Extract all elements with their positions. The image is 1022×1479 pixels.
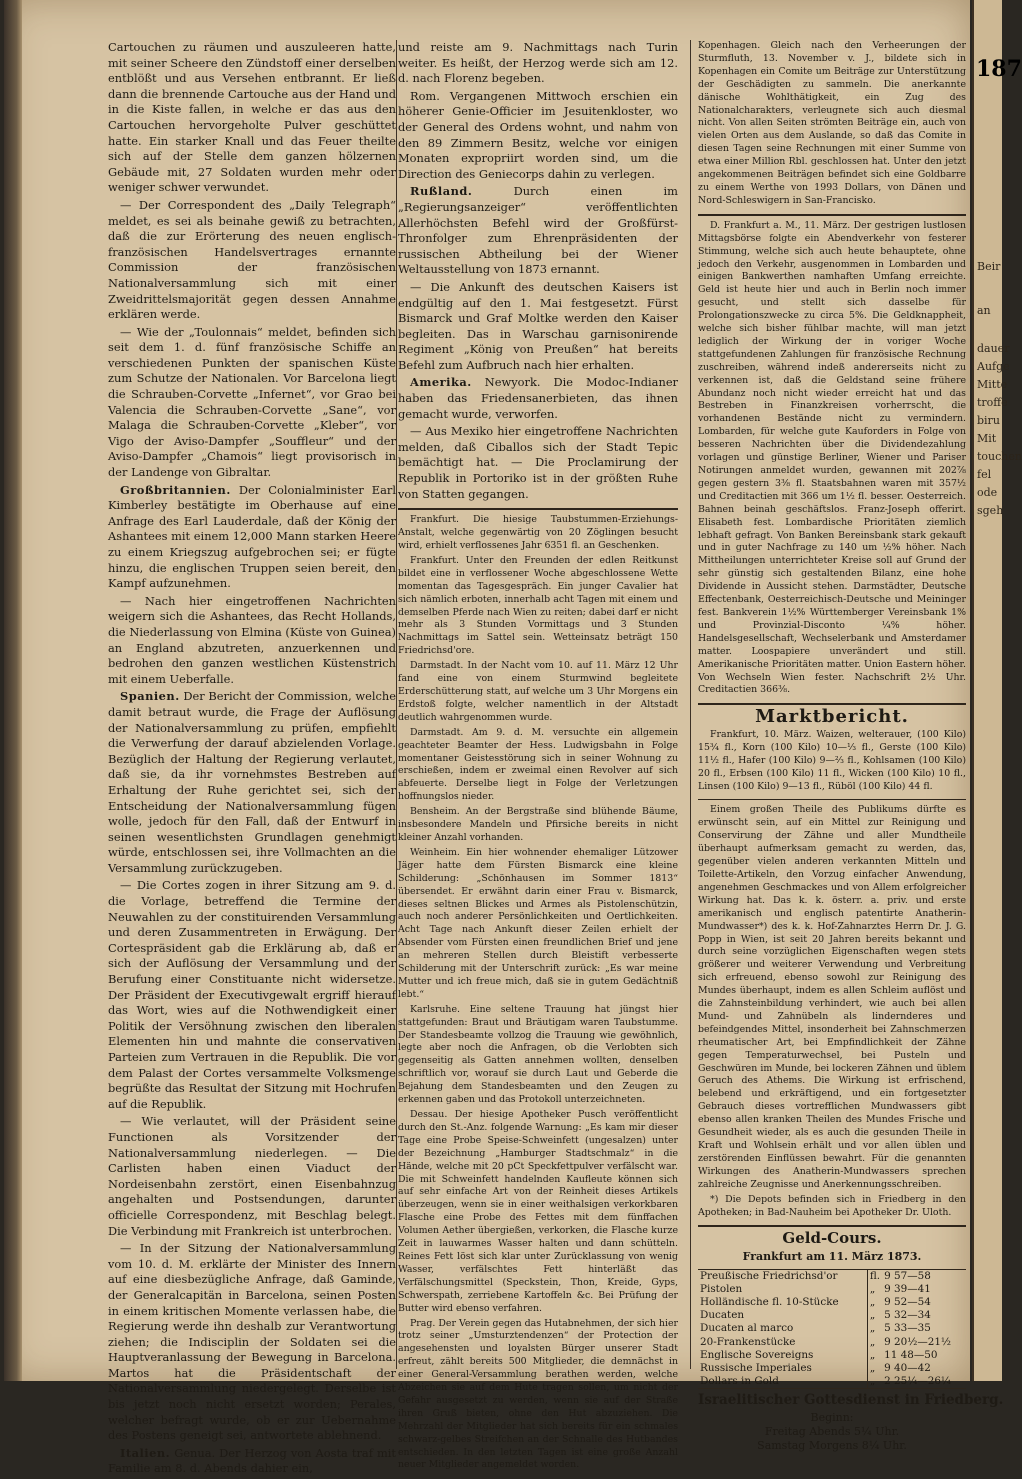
rate-value: 5 33—35 (884, 1322, 931, 1335)
column-rule-2 (690, 40, 691, 1369)
rate-unit: „ (867, 1375, 882, 1389)
column-middle (398, 40, 678, 1474)
rate-unit: „ (867, 1309, 882, 1322)
schedule-heading: Beginn: (810, 1411, 854, 1425)
service-schedule (698, 1411, 966, 1453)
rate-currency: 20-Frankenstücke (700, 1335, 796, 1348)
fragment: biru (977, 414, 1000, 427)
section-heading: Italien. (120, 1445, 171, 1460)
section-divider (698, 1225, 966, 1227)
fragment: Aufge (977, 360, 1010, 373)
rate-value: 9 40—42 (884, 1362, 931, 1375)
section-divider (698, 214, 966, 216)
fragment: dauer (977, 342, 1010, 355)
local-news: Bensheim. An der Bergstraße sind blühende Bäume, insbesondere Mandeln und Pfirsiche bereits in nicht kleiner Anzahl vorhanden. (398, 806, 678, 843)
exchange-rate-row (698, 1296, 966, 1309)
exchange-rates-subtitle: Frankfurt am 11. März 1873. (742, 1250, 922, 1264)
rate-currency: Pistolen (700, 1282, 743, 1295)
article-spain (108, 689, 396, 876)
rate-unit: „ (867, 1362, 882, 1375)
article-text: Newyork. Die Modoc-Indianer haben das Friedensanerbieten, das ihnen gemacht wurde, verworfen. (398, 375, 678, 421)
section-divider (698, 703, 966, 705)
fragment: an (977, 304, 991, 317)
article-text: Der Colonialminister Earl Kimberley bestätigte im Oberhause auf eine Anfrage des Earl Lauderdale, daß der König der Ashantees mit einem 12,000 Mann starken Heere zu einem Kriegszug aufgebrochen sei; er fügte hinzu, die englischen Truppen seien bereit, den Kampf aufzunehmen. (108, 482, 397, 591)
rate-value: 9 52—54 (884, 1296, 931, 1309)
local-news: Karlsruhe. Eine seltene Trauung hat jüngst hier stattgefunden: Braut und Bräutigam waren Taubstumme. Der Standesbeamte vollzog die Trauung wie gewöhnlich, legte aber noch die Anfragen, ob die Verlobten sich gegenseitig als Gatten annehmen wollten, denselben schriftlich vor, worauf sie durch Laut und Geberde die Bejahung dem Standesbeamten und den Zeugen zu erkennen gaben und das Protokoll unterzeichneten. (398, 1003, 678, 1106)
local-news: Dessau. Der hiesige Apotheker Pusch veröffentlicht durch den St.-Anz. folgende Warnung: „Es kam mir dieser Tage eine Probe Speise-Schweinfett (ungesalzen) unter der Bezeichnung „Hamburger Stadtschmalz“ in die Hände, welche mit 20 pCt Speckfettpulver verfälscht war. Die mit Schweinfett handelnden Kaufleute können sich auf sehr einfache Art von der Reinheit dieses Artikels überzeugen, wenn sie in einer weithalsigen verkorkbaren Flasche eine Probe des Fettes mit dem fünffachen Volumen Aether übergießen, verkorken, die Flasche kurze Zeit in lauwarmes Wasser halten und dann schütteln. Reines Fett löst sich klar unter Zurücklassung von wenig Wasser, verfälschtes Fett hinterläßt das Verfälschungsmittel (Speckstein, Thon, Kreide, Gyps, Schwerspath, zerriebene Kartoffeln &c. Bei Prüfung der Butter wird ebenso verfahren. (398, 1109, 678, 1314)
rate-currency: Ducaten (700, 1309, 745, 1322)
article-text: Cartouchen zu räumen und auszuleeren hatte, mit seiner Scheere den Zündstoff einer derselben entblößt und aus Versehen entbrannt. Er ließ dann die brennende Cartouche aus der Hand und in die Kiste fallen, in welche er das aus den Cartouchen hervorgeholte Pulver geschüttet hatte. Ein starker Knall und das Feuer theilte sich auf der Stelle dem ganzen hölzernen Gebäude mit, 27 Soldaten wurden mehr oder weniger schwer verwundet. (108, 40, 396, 195)
rate-currency: Ducaten al marco (700, 1322, 794, 1335)
rate-value: 11 48—50 (884, 1348, 938, 1361)
article-text: — In der Sitzung der Nationalversammlung vom 10. d. M. erklärte der Minister des Innern auf eine diesbezügliche Anfrage, daß Gaminde, der Generalcapitän in Barcelona, seinen Posten in einem kritischen Momente verlassen habe, die Regierung werde ihn deshalb zur Verantwortung ziehen; die Indisciplin der Soldaten sei die Hauptveranlassung der Bewegung in Barcelona. Martos hat die Präsidentschaft der Nationalversammlung niedergelegt. Derselbe ist bis jetzt noch nicht ersetzt worden; Perales, welcher befragt wurde, ob er zur Uebernahme des Postens geneigt sei, antwortete ablehnend. (108, 1241, 396, 1443)
stock-report: D. Frankfurt a. M., 11. März. Der gestrigen lustlosen Mittagsbörse folgte ein Abendverkehr von festerer Stimmung, welche sich auch heute behauptete, ohne jedoch den Verkehr, ausgenommen in Lombarden und einigen Bankwerthen namhaften Umfang erreichte. Geld ist heute hier und auch in Berlin noch immer gesucht, und stellt sich dasselbe für Prolongationszwecke zu circa 5%. Die Geldknappheit, welche sich bisher fühlbar machte, will man jetzt lediglich der Wirkung der in voriger Woche stattgefundenen Zahlungen für französische Rechnung zuschreiben, während indeß andererseits nicht zu verkennen ist, daß die Geldstand seine frühere Abundanz noch nicht wieder erreicht hat und das Bestreben in Finanzkreisen vorherrscht, die vorhandenen Bestände nicht zu vermindern. Lombarden, für welche gute Kauforders in Folge von besseren Nachrichten über die Dividendezahlung vorlagen und günstige Berliner, Wiener und Pariser Notirungen anmeldet wurden, gewannen mit 202⅞ gegen gestern 3⅜ fl. Staatsbahnen waren mit 357½ und Creditactien mit 366 um 1½ fl. besser. Oesterreich. Bahnen beinah geschäftslos. Franz-Joseph offerirt. Elisabeth fest. Lombardische Prioritäten ziemlich lebhaft gefragt. Von Banken Bereinsbank stark gekauft und in guter Nachfrage zu 140 um ½% höher. Nach Mittheilungen unterrichteter Kreise soll auf Grund der sehr günstig sich gestaltenden Bilanz, eine hohe Dividende in Aussicht stehen. Darmstädter, Deutsche Effectenbank, Oesterreichisch-Deutsche und Meininger fest. Bankverein 1½% Württemberger Vereinsbank 1% und Provinzial-Disconto ¼% höher. Handelsgesellschaft, Wechselerbank und Amsterdamer matter. Loospapiere unverändert und still. Amerikanische Prioritäten matter. Union Eastern höher. Von Wechseln Wien fester. Nachschrift 2½ Uhr. Creditactien 366⅜. (698, 219, 966, 696)
market-report-title: Marktbericht. (755, 706, 909, 728)
adjacent-page-edge (972, 0, 1022, 1381)
depot-footnote: *) Die Depots befinden sich in Friedberg in den Apotheken; in Bad-Nauheim bei Apotheker Dr. Uloth. (698, 1193, 966, 1218)
rate-unit: „ (867, 1336, 882, 1349)
rate-currency: Dollars in Gold (700, 1375, 779, 1388)
rate-unit: „ (867, 1322, 882, 1335)
article-america (398, 375, 678, 422)
schedule-saturday: Samstag Morgens 8¼ Uhr. (757, 1439, 907, 1453)
article-text: — Nach hier eingetroffenen Nachrichten weigern sich die Ashantees, das Recht Hollands, die Niederlassung von Elmina (Küste von Guinea) an England abzutreten, anzuerkennen und bedrohen den ganzen westlichen Küstenstrich mit einem Ueberfalle. (108, 593, 396, 686)
rate-value: 9 20½—21½ (884, 1335, 951, 1348)
rate-unit: „ (867, 1283, 882, 1296)
article-italy (108, 1446, 396, 1477)
article-text: — Die Cortes zogen in ihrer Sitzung am 9. d. die Vorlage, betreffend die Termine der Neuwahlen zu der constituirenden Versammlung und deren Zusammentreten in Erwägung. Der Cortespräsident gab die Erklärung ab, daß er sich der Auflösung der Versammlung und der Berufung einer Constituante nicht widersetze. Der Präsident der Executivgewalt ergriff hierauf das Wort, wies auf die Nothwendigkeit einer Politik der Versöhnung zwischen den liberalen Elementen hin und mahnte die conservativen Parteien zum Vertrauen in die Republik. Die vor dem Palast der Cortes versammelte Volksmenge begrüßte das Resultat der Sitzung mit Hochrufen auf die Republik. (108, 878, 396, 1111)
section-divider (698, 799, 966, 800)
exchange-rate-row (698, 1336, 966, 1349)
rate-currency: Russische Imperiales (700, 1362, 812, 1375)
service-notice-title: Israelitischer Gottesdienst in Friedberg. (698, 1392, 1004, 1409)
exchange-rate-row (698, 1362, 966, 1375)
rate-currency: Englische Sovereigns (700, 1348, 814, 1361)
section-heading: Spanien. (120, 689, 180, 704)
anatherin-advertisement: Einem großen Theile des Publikums dürfte es erwünscht sein, auf ein Mittel zur Reinigung und Conservirung der Zähne und aller Mundtheile überhaupt aufmerksam gemacht zu werden, das, gegenüber vielen anderen verkannten Mitteln und Toilette-Artikeln, den Vorzug einfacher Anwendung, angenehmen Geschmackes und von Allem erfolgreicher Wirkung hat. Das k. k. österr. a. priv. und erste amerikanisch und englisch patentirte Anatherin-Mundwasser*) des k. k. Hof-Zahnarztes Herrn Dr. J. G. Popp in Wien, ist seit 20 Jahren bereits bekannt und durch seine vorzüglichen Eigenschaften wegen stets größerer und weiterer Verwendung und Verbreitung sich erfreuend, ebenso sowohl zur Reinigung des Mundes überhaupt, indem es allen Schleim auflöst und die Zahnsteinbildung verhindert, wie auch bei allen Mund- und Zahnübeln als lindernderes und befeindgendes Mittel, insonderheit bei Zahnschmerzen rheumatischer Art, bei Empfindlichkeit der Zähne gegen Temperaturwechsel, bei Pusteln und Geschwüren im Munde, bei lockeren Zähnen und üblem Geruch des Athems. Die Wirkung ist erfrischend, belebend und erkräftigend, und ein fortgesetzter Gebrauch dieses vortrefflichen Mundwassers gibt ebenso allen kranken Theilen des Mundes Frische und Gesundheit wieder, als es auch die gesunden Theile in Kraft und Wohlsein erhält und vor allen üblen und zerstörenden Einflüssen bewahrt. Für die genannten Wirkungen des Anatherin-Mundwassers sprechen zahlreiche Zeugnisse und Anerkennungsschreiben. (698, 804, 966, 1190)
article-text: Der Bericht der Commission, welche damit betraut wurde, die Frage der Auflösung der Nationalversammlung zu prüfen, empfiehlt die Verwerfung der darauf abzielenden Vorlage. Bezüglich der Haltung der Regierung verlautet, daß sie, da ihr vornehmstes Bestreben auf Erhaltung der Ruhe gerichtet sei, sich der Entscheidung der Nationalversammlung fügen wolle, jedoch für den Fall, daß der Entwurf in seinen wesentlichsten Grundlagen genehmigt würde, entschlossen sei, ihre Vollmachten an die Versammlung zurückzugeben. (108, 689, 396, 875)
section-heading: Amerika. (410, 375, 472, 390)
article-text: Genua. Der Herzog von Aosta traf mit Familie am 8. d. Abends dahier ein, (108, 1445, 396, 1476)
rate-unit: „ (867, 1296, 882, 1309)
schedule-friday: Freitag Abends 5¼ Uhr. (764, 1425, 900, 1439)
section-heading: Großbritannien. (120, 482, 231, 497)
article-text: — Die Ankunft des deutschen Kaisers ist endgültig auf den 1. Mai festgesetzt. Fürst Bismarck und Graf Moltke werden den Kaiser begleiten. Das in Warschau garnisonirende Regiment „König von Preußen“ hat bereits Befehl zum Aufbruch nach hier erhalten. (398, 279, 678, 372)
local-news: Darmstadt. Am 9. d. M. versuchte ein allgemein geachteter Beamter der Hess. Ludwigsbahn in Folge momentaner Geistesstörung sich in seiner Wohnung zu erschießen, indem er zweimal einen Revolver auf sich abfeuerte. Derselbe liegt in Folge der Verletzungen hoffnungslos nieder. (398, 726, 678, 803)
article-text: — Wie der „Toulonnais“ meldet, befinden sich seit dem 1. d. fünf französische Schiffe an verschiedenen Punkten der spanischen Küste zum Schutze der Nationalen. Vor Barcelona liegt die Schrauben-Corvette „Infernet“, vor Grao bei Valencia die Schrauben-Corvette „Sane“, vor Malaga die Schrauben-Corvette „Kleber“, vor Vigo der Aviso-Dampfer „Souffleur“ und der Aviso-Dampfer „Chamois“ liegt provisorisch in der Landenge von Gibraltar. (108, 324, 396, 480)
article-text: — Wie verlautet, will der Präsident seine Functionen als Vorsitzender der Nationalversammlung niederlegen. — Die Carlisten haben einen Viaduct der Nordeisenbahn zerstört, einen Eisenbahnzug angehalten und Postsendungen, darunter officielle Correspondenz, mit Beschlag belegt. Die Verbindung mit Frankreich ist unterbrochen. (108, 1114, 396, 1238)
book-spine (4, 0, 22, 1381)
fragment: fel (977, 468, 992, 481)
section-divider (398, 508, 678, 510)
article-text: und reiste am 9. Nachmittags nach Turin weiter. Es heißt, der Herzog werde sich am 12. d. nach Florenz begeben. (398, 40, 678, 86)
rate-value: 5 32—34 (884, 1309, 931, 1322)
exchange-rate-row (698, 1349, 966, 1362)
local-news: Weinheim. Ein hier wohnender ehemaliger Lützower Jäger hatte dem Fürsten Bismarck eine kleine Schilderung: „Schönhausen im Sommer 1813“ übersendet. Er erwähnt darin einer Frau v. Bismarck, dieses seltnen Blickes und Armes als Pistolenschützin, auch noch anderer Persönlichkeiten und Oertlichkeiten. Acht Tage nach Ankunft dieser Zeilen erhielt der Absender vom Fürsten einen freundlichen Brief und jene an mehreren Stellen durch Bleistift verbesserte Schilderung mit der Unterschrift zurück: „Es war meine Mutter und ich freue mich, daß sie in gutem Gedächtniß lebt.“ (398, 846, 678, 1000)
article-russia (398, 184, 678, 278)
column-left (108, 40, 396, 1479)
fragment: Beir (977, 260, 1001, 273)
section-heading: Rußland. (410, 184, 473, 199)
exchange-rate-row (698, 1283, 966, 1296)
rate-unit: „ (867, 1349, 882, 1362)
article-copenhagen: Kopenhagen. Gleich nach den Verheerungen der Sturmfluth, 13. November v. J., bildete sich in Kopenhagen ein Comite um Beiträge zur Unterstützung der Geschädigten zu sammeln. Die anerkannte dänische Wohlthätigkeit, ein Zug des Nationalcharakters, verleugnete sich auch diesmal nicht. Von allen Seiten strömten Beiträge ein, auch von vielen Orten aus dem Auslande, so daß das Comite in diesen Tagen seine Rechnungen mit einer Summe von etwa einer Million Rbl. geschlossen hat. Unter den jetzt angekommenen Beiträgen befindet sich eine Goldbarre zu einem Werthe von 1993 Dollars, von Dänen und Nord-Schleswigern in San-Francisko. (698, 40, 966, 206)
fragment: Mit (977, 432, 997, 445)
fragment: troffe (977, 396, 1008, 409)
local-news: Frankfurt. Unter den Freunden der edlen Reitkunst bildet eine in verflossener Woche abgeschlossene Wette momentan das Tagesgespräch. Ein junger Cavalier hat sich nämlich erboten, innerhalb acht Tagen mit einem und demselben Pferde nach Wien zu reiten; dabei darf er nicht mehr als 3 Stunden Vormittags und 3 Stunden Nachmittags im Sattel sein. Wetteinsatz beträgt 150 Friedrichsd'ore. (398, 554, 678, 657)
exchange-rates-title: Geld-Cours. (782, 1229, 882, 1248)
rate-value: 9 57—58 (884, 1269, 931, 1282)
fragment: Mitte (977, 378, 1008, 391)
rate-value: 2 25¼—26¼ (884, 1375, 951, 1388)
article-text: Rom. Vergangenen Mittwoch erschien ein höherer Genie-Officier im Jesuitenkloster, wo der General des Ordens wohnt, und nahm von den 89 Zimmern Besitz, welche vor einigen Monaten expropriirt worden sind, um die Direction des Geniecorps dahin zu verlegen. (398, 88, 678, 181)
exchange-rate-row (698, 1375, 966, 1389)
adjacent-year: 187 (976, 56, 1022, 82)
exchange-rate-row (698, 1322, 966, 1335)
rate-currency: Preußische Friedrichsd'or (700, 1269, 838, 1282)
fragment: ode (977, 486, 998, 499)
article-text: — Aus Mexiko hier eingetroffene Nachrichten melden, daß Ciballos sich der Stadt Tepic bemächtigt hat. — Die Proclamirung der Republik in Portoriko ist in der größten Ruhe von Statten gegangen. (398, 424, 678, 501)
article-text: Durch einen im „Regierungsanzeiger“ veröffentlichten Allerhöchsten Befehl wird der Großfürst-Thronfolger zum Ehrenpräsidenten der russischen Abtheilung bei der Wiener Weltausstellung von 1873 ernannt. (398, 184, 678, 277)
exchange-rate-row (698, 1309, 966, 1322)
rate-value: 9 39—41 (884, 1282, 931, 1295)
rate-currency: Holländische fl. 10-Stücke (700, 1296, 839, 1309)
column-rule-1 (396, 40, 397, 1369)
market-report: Frankfurt, 10. März. Waizen, welterauer, (100 Kilo) 15¾ fl., Korn (100 Kilo) 10—⅓ fl., Gerste (100 Kilo) 11½ fl., Hafer (100 Kilo) 9—⅔ fl., Kohlsamen (100 Kilo) 20 fl., Erbsen (100 Kilo) 11 fl., Wicken (100 Kilo) 10 fl., Linsen (100 Kilo) 9—13 fl., Rüböl (100 Kilo) 44 fl. (698, 728, 966, 792)
local-news: Prag. Der Verein gegen das Hutabnehmen, der sich hier trotz seiner „Umsturztendenzen“ der Protection der angesehensten und loyalsten Bürger unserer Stadt erfreut, zählt bereits 500 Mitglieder, die demnächst in einer General-Versammlung berathen werden, welche Abzeichen sie auf dem Hute tragen sollen, um nicht der Gefahr ausgesetzt zu werden, wenn sie auf der Straße ihren Gruß bieten, ohne den Hut abzuziehen. Die Mehrzahl der Mitglieder hat sich bereits für ein schmales schwarz-gelbes Streifchen an der Schnalle des Hutbandes entschieden. In den letzten Tagen ist eine große Anzahl neuer Mitglieder angemeldet worden. (398, 1317, 678, 1471)
local-news: Darmstadt. In der Nacht vom 10. auf 11. März 12 Uhr fand eine von einem Sturmwind begleitete Erderschütterung statt, auf welche um 3 Uhr Morgens ein Erdstoß folgte, welcher namentlich in der Altstadt deutlich wahrgenommen wurde. (398, 660, 678, 723)
fragment: touchen (977, 450, 1022, 463)
exchange-rate-row (698, 1269, 966, 1283)
fragment: sgeh (977, 504, 1004, 517)
article-great-britain (108, 483, 396, 592)
exchange-rates-table (698, 1269, 966, 1390)
adjacent-fragments (977, 258, 1022, 520)
article-text: — Der Correspondent des „Daily Telegraph“ meldet, es sei als beinahe gewiß zu betrachten, daß die zur Erörterung des neuen englisch-französischen Handelsvertrages ernannte Commission der französischen Nationalversammlung sich mit einer Zweidrittelsmajorität gegen dessen Annahme erklären werde. (108, 197, 396, 322)
local-news: Frankfurt. Die hiesige Taubstummen-Erziehungs-Anstalt, welche gegenwärtig von 20 Zöglingen besucht wird, erhielt verflossenes Jahr 6351 fl. an Geschenken. (398, 514, 678, 552)
rate-unit: fl. (867, 1269, 882, 1283)
